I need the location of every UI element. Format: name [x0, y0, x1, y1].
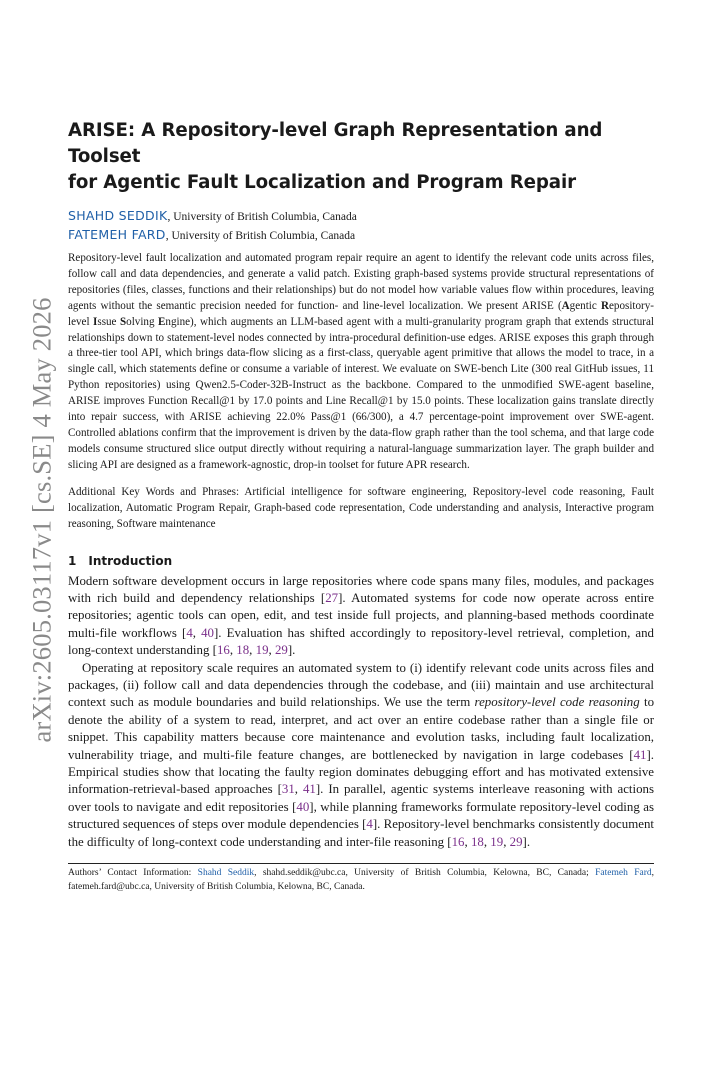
citation-link[interactable]: 41 [633, 747, 647, 762]
abstract [68, 251, 654, 474]
citation-link[interactable]: 19 [255, 643, 269, 658]
author-affiliation: , University of British Columbia, Canada [167, 211, 357, 223]
acronym-letter: I [93, 315, 98, 328]
abstract-text: ssue [97, 315, 120, 328]
footnote-text: , fatemeh.fard@ubc.ca, University of British Columbia, Kelowna, BC, Canada. [68, 868, 654, 892]
abstract-text: gentic [569, 299, 601, 312]
footnote-label: Authors’ Contact Information: [68, 868, 198, 878]
body-text: , [249, 643, 256, 658]
footnote-text: , shahd.seddik@ubc.ca, University of British Columbia, Kelowna, BC, Canada; [254, 868, 596, 878]
body-text: to denote the ability of a system to read, interpret, and act over an entire codebase rather than a single file or snippet. This capability matters because core maintenance and evolution tasks, including fault localization, vulnerability triage, and multi-file feature changes, are bottlenecked by navigation in large codebases [ [68, 695, 655, 762]
abstract-text: Repository-level fault localization and automated program repair require an agent to identify the relevant code units across files, follow call and data dependencies, and generate a valid patch. Existing graph-based systems provide structural representations of repositories (files, classes, functions and their relationships) but do not model how variable values flow within procedures, leaving agents without the semantic precision needed for function- and line-level localization. We present ARISE ( [68, 252, 654, 312]
citation-link[interactable]: 18 [470, 834, 484, 849]
body-text: ]. Repository-level benchmarks consistently document the difficulty of long-context code understanding and inter-file reasoning [ [68, 817, 654, 849]
author-entry [68, 226, 654, 245]
body-text: , [229, 643, 237, 658]
acronym-letter: E [157, 315, 166, 328]
author-name[interactable]: FATEMEH FARD [68, 227, 166, 242]
author-entry [68, 207, 654, 226]
body-text: Modern software development occurs in large repositories where code spans many files, modules, and packages with rich build and dependency relationships [ [68, 573, 654, 605]
abstract-text: olving [126, 315, 158, 328]
citation-link[interactable]: 27 [325, 590, 339, 605]
body-text: , [192, 625, 202, 640]
footnote-divider [68, 863, 654, 864]
body-text: ]. [287, 643, 296, 658]
section-heading [68, 553, 654, 569]
citation-link[interactable]: 40 [296, 799, 310, 814]
author-list [68, 207, 654, 245]
author-link[interactable]: Shahd Seddik [197, 868, 255, 878]
keywords: Additional Key Words and Phrases: Artificial intelligence for software engineering, Repository-level code reasoning, Fault localization, Automatic Program Repair, Graph-based code representation, Code understanding and analysis, Interactive program reasoning, Software maintenance [68, 485, 654, 530]
body-text: ], while planning frameworks formulate repository-level coding as structured sequences of steps over module dependencies [ [68, 799, 654, 832]
citation-link[interactable]: 16 [451, 834, 465, 849]
body-text: Operating at repository scale requires an automated system to (i) identify relevant code units across files and packages, (ii) follow call and data dependencies through the codebase, and (iii) maintain and use architectural context such as module boundaries and build relationships. We use the term [68, 660, 654, 710]
acronym-letter: A [561, 299, 570, 312]
paper-page [68, 118, 654, 904]
body-text: , [294, 782, 303, 797]
title-line-2: for Agentic Fault Localization and Program Repair [68, 172, 576, 193]
author-name[interactable]: SHAHD SEDDIK [68, 208, 168, 223]
author-affiliation: , University of British Columbia, Canada [165, 230, 356, 242]
arxiv-sidebar [22, 280, 62, 760]
section-title: Introduction [88, 553, 173, 568]
section-number: 1 [68, 553, 77, 568]
citation-link[interactable]: 29 [274, 643, 288, 658]
body-text: ]. Empirical studies show that locating the faulty region dominates debugging effort and has motivated extensive information-retrieval-based approaches [ [68, 747, 654, 797]
arxiv-stamp: arXiv:2605.03117v1 [cs.SE] 4 May 2026 [26, 297, 57, 743]
citation-link[interactable]: 31 [281, 782, 295, 797]
body-text: ]. Automated systems for code now operate across entire repositories; agentic tools can open, edit, and test inside full projects, and planning-based methods coordinate multi-file workflows [ [68, 590, 654, 640]
body-text: , [503, 834, 510, 849]
body-paragraph [68, 573, 654, 660]
citation-link[interactable]: 16 [216, 643, 230, 658]
body-text: , [268, 643, 275, 658]
citation-link[interactable]: 4 [366, 817, 373, 832]
abstract-text: epository-level [68, 299, 654, 328]
body-paragraph [68, 660, 654, 851]
abstract-text: ngine), which augments an LLM-based agent with a multi-granularity program graph that extends structural relationships down to statement-level nodes connected by intra-procedural definition-use edges. ARISE exposes this graph through a three-tier tool API, which brings data-flow slicing as a first-class, queryable agent primitive that allows the model to trace, in a single call, which statements define or consume a variable of interest. We evaluate on SWE-bench Lite (300 real GitHub issues, 11 Python repositories) using Qwen2.5-Coder-32B-Instruct as the backbone. Compared to the unmodified SWE-agent baseline, ARISE improves Function Recall@1 by 17.0 points and Line Recall@1 by 15.0 points. These localization gains translate directly into repair success, with ARISE achieving 22.0% Pass@1 (66/300), a 4.7 percentage-point improvement over SWE-agent. Controlled ablations confirm that the improvement is driven by the data-flow graph rather than the tool schema, and that large code models consume structured slice output directly without requiring a natural-language summarization layer. The graph builder and slicing API are designed as a framework-agnostic, drop-in toolset for future APR research. [68, 315, 654, 471]
emphasized-term: repository-level code reasoning [474, 695, 640, 710]
acronym-letter: R [600, 299, 609, 312]
citation-link[interactable]: 18 [236, 643, 250, 658]
citation-link[interactable]: 29 [509, 834, 523, 849]
citation-link[interactable]: 41 [302, 782, 316, 797]
title-line-1: ARISE: A Repository-level Graph Representation and Toolset [68, 120, 603, 167]
body-text: ]. In parallel, agentic systems interleave reasoning with actions over tools to navigate and edit repositories [ [68, 782, 654, 814]
author-link[interactable]: Fatemeh Fard [595, 868, 652, 878]
author-contact-footnote [68, 867, 654, 894]
paper-title [68, 118, 654, 196]
citation-link[interactable]: 19 [490, 834, 504, 849]
citation-link[interactable]: 40 [201, 625, 214, 640]
body-text: , [483, 834, 491, 849]
acronym-letter: S [119, 315, 127, 328]
citation-link[interactable]: 4 [186, 625, 193, 640]
body-text: , [464, 834, 471, 849]
body-text: ]. [522, 834, 531, 849]
body-text: ]. Evaluation has shifted accordingly to repository-level retrieval, completion, and long-context understanding [ [68, 625, 655, 658]
